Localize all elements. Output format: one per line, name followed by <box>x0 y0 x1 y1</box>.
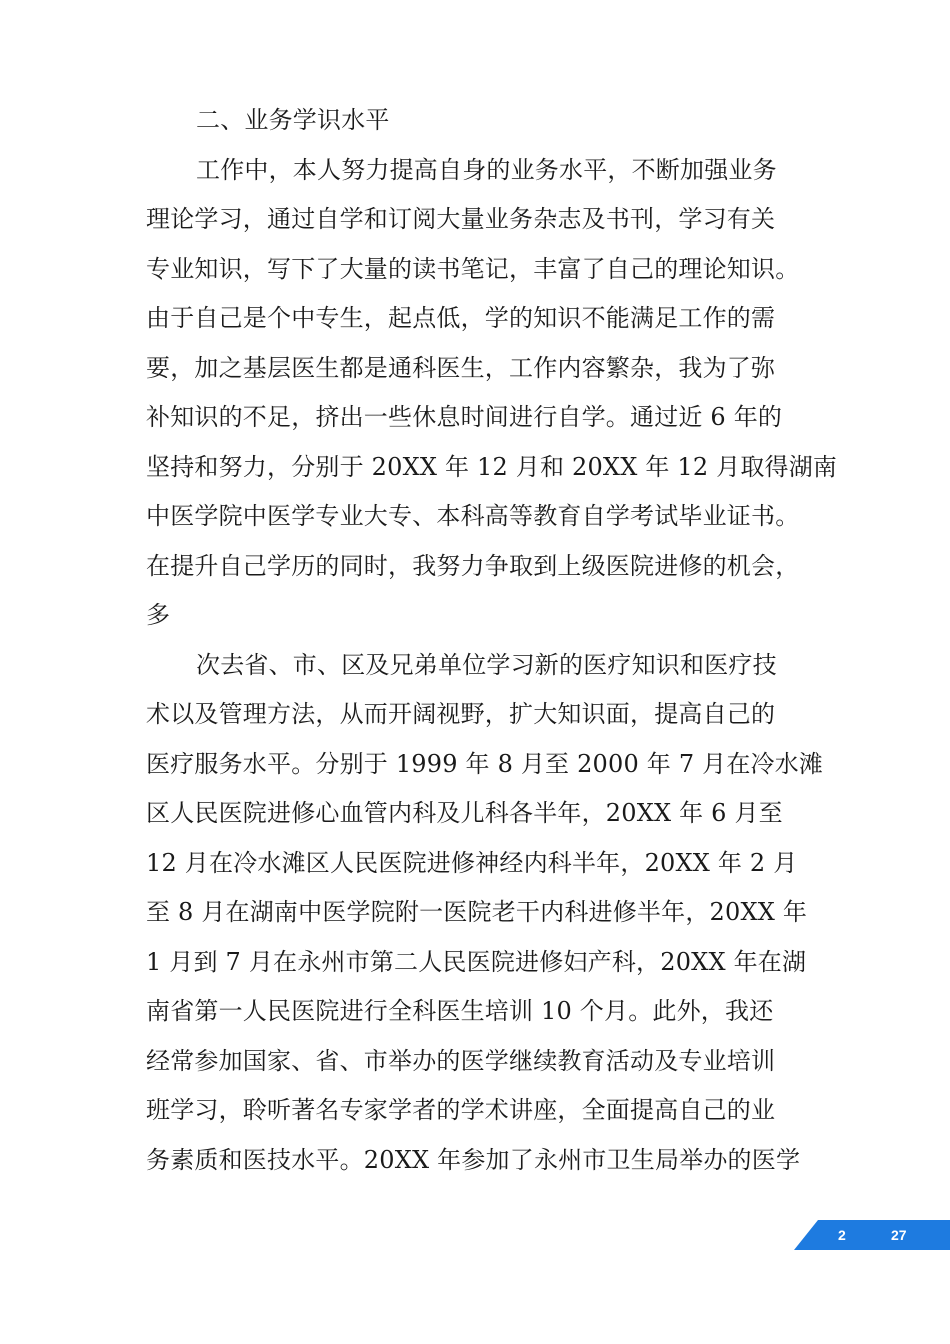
paragraph-line: 多 <box>146 601 171 629</box>
paragraph-line: 班学习，聆听著名专家学者的学术讲座，全面提高自己的业 <box>146 1096 776 1124</box>
paragraph-line: 经常参加国家、省、市举办的医学继续教育活动及专业培训 <box>146 1046 776 1075</box>
paragraph-line: 术以及管理方法，从而开阔视野，扩大知识面，提高自己的 <box>146 700 776 728</box>
paragraph-line: 次去省、市、区及兄弟单位学习新的医疗知识和医疗技 <box>196 650 777 679</box>
paragraph-line: 医疗服务水平。分别于 1999 年 8 月至 2000 年 7 月在冷水滩 <box>146 749 824 778</box>
page-number-bar <box>794 1220 950 1250</box>
paragraph-line: 由于自己是个中专生，起点低，学的知识不能满足工作的需 <box>146 304 776 332</box>
paragraph-line: 专业知识，写下了大量的读书笔记，丰富了自己的理论知识。 <box>146 254 800 283</box>
paragraph-line: 区人民医院进修心血管内科及儿科各半年，20XX 年 6 月至 <box>146 799 783 827</box>
paragraph-line: 中医学院中医学专业大专、本科高等教育自学考试毕业证书。 <box>146 502 800 530</box>
paragraph-line: 1 月到 7 月在永州市第二人民医院进修妇产科，20XX 年在湖 <box>146 947 807 976</box>
paragraph-line: 在提升自己学历的同时，我努力争取到上级医院进修的机会， <box>146 551 800 580</box>
paragraph-line: 南省第一人民医院进行全科医生培训 10 个月。此外，我还 <box>146 997 774 1025</box>
paragraph-line: 12 月在冷水滩区人民医院进修神经内科半年，20XX 年 2 月 <box>146 848 798 877</box>
paragraph-line: 坚持和努力，分别于 20XX 年 12 月和 20XX 年 12 月取得湖南 <box>146 452 838 481</box>
document-body <box>146 96 838 1185</box>
current-page-number: 2 <box>838 1227 846 1243</box>
paragraph-line: 工作中，本人努力提高自身的业务水平，不断加强业务 <box>196 155 777 184</box>
paragraph-line: 务素质和医技水平。20XX 年参加了永州市卫生局举办的医学 <box>146 1145 801 1174</box>
paragraph-line: 要，加之基层医生都是通科医生，工作内容繁杂，我为了弥 <box>146 353 776 382</box>
paragraph-line: 至 8 月在湖南中医学院附一医院老干内科进修半年，20XX 年 <box>146 898 808 926</box>
section-heading: 二、业务学识水平 <box>196 106 390 134</box>
paragraph-line: 补知识的不足，挤出一些休息时间进行自学。通过近 6 年的 <box>146 403 783 431</box>
paragraph-line: 理论学习，通过自学和订阅大量业务杂志及书刊，学习有关 <box>146 205 776 233</box>
total-pages-number: 27 <box>891 1227 907 1243</box>
